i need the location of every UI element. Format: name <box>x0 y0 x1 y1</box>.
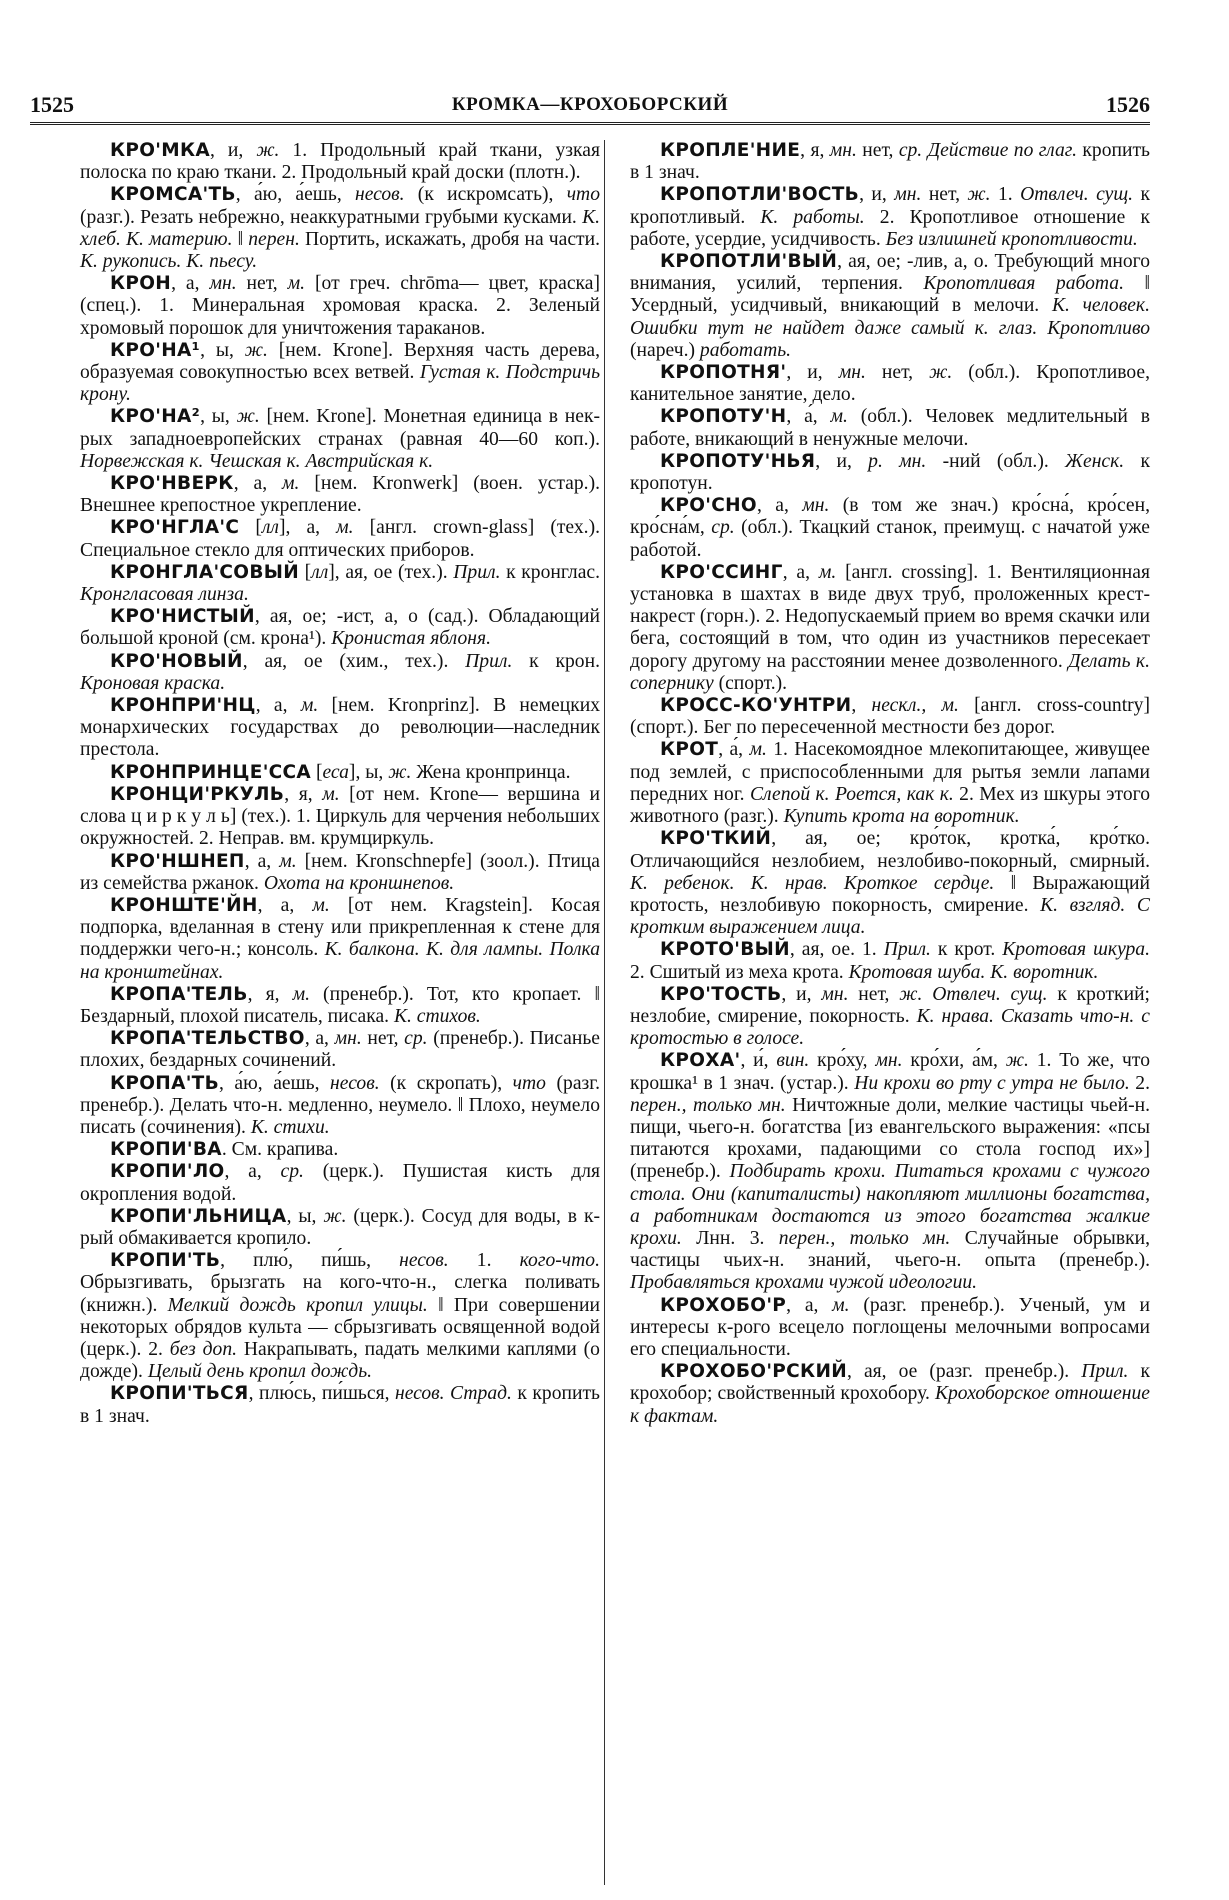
definition-text: , а, <box>255 695 301 717</box>
dictionary-entry <box>80 473 600 517</box>
definition-text <box>922 984 932 1005</box>
column-divider <box>604 140 605 1885</box>
italic-text: Кропотливая работа. <box>923 273 1124 295</box>
headword: КРОПОТУ'Н <box>660 406 787 428</box>
italic-text: несов. <box>399 1250 449 1272</box>
definition-text: нет, <box>856 140 899 161</box>
right-column <box>630 140 1150 1428</box>
headword: КРОПИ'ЛО <box>110 1161 225 1183</box>
italic-text: Слепой к. Роется, как к. <box>749 783 954 805</box>
italic-text: мн. <box>894 184 922 206</box>
definition-text: , <box>851 695 872 717</box>
headword: КРОПОТУ'НЬЯ <box>660 450 816 472</box>
definition-text: , плю́сь, пи́шься, <box>248 1383 395 1405</box>
definition-text: Лнн. 3. <box>681 1227 779 1249</box>
headword: КРО'НА² <box>110 406 201 428</box>
italic-text: К. балкона. К. для лампы. Полка на кронштейнах. <box>80 939 600 983</box>
italic-text: Прил. <box>453 561 501 583</box>
definition-text: 2. Мех из шкуры этого животного (разг.). <box>630 783 1150 828</box>
italic-text: ср. <box>404 1028 428 1050</box>
definition-text: ], а, <box>278 517 337 539</box>
italic-text: Делать к. сопернику <box>630 650 1150 694</box>
definition-text: , ы, <box>200 406 237 428</box>
definition-text: нет, <box>865 362 930 384</box>
definition-text: , и, <box>815 450 869 472</box>
italic-text: Купить крота на воротник. <box>783 806 1020 828</box>
definition-text: к кропотун. <box>630 450 1150 495</box>
italic-text: м. <box>279 850 297 872</box>
dictionary-entry <box>630 1295 1150 1362</box>
definition-text: , и, <box>210 140 257 161</box>
italic-text: ж. <box>1005 1050 1029 1072</box>
dictionary-entry <box>630 1050 1150 1294</box>
italic-text: нескл., м. <box>871 695 959 717</box>
headword: КРО'НА¹ <box>110 339 201 361</box>
definition-text: к крон. <box>512 650 600 672</box>
italic-text: перен., только мн. <box>630 1094 786 1116</box>
dictionary-entry <box>80 984 600 1028</box>
italic-text: ж. <box>899 983 923 1005</box>
definition-text: нет, <box>921 184 968 206</box>
italic-text: К. человек. Ошибки тут не найдет даже самый к. глаз. Кропотливо <box>630 295 1150 339</box>
page-number-left: 1525 <box>30 92 74 117</box>
dictionary-entry <box>80 1250 600 1383</box>
italic-text: Кротовая шуба. К. воротник. <box>848 961 1099 983</box>
italic-text: кого-что. <box>519 1250 600 1272</box>
definition-text: , я, <box>247 983 293 1005</box>
italic-text: Без излишней кропотливости. <box>885 228 1138 250</box>
definition-text: [ <box>311 761 323 783</box>
definition-text: -ний (обл.). <box>926 450 1066 472</box>
headword: КРО'НВЕРК <box>110 473 234 495</box>
definition-text: [англ. crown-glass] (тех.). Специальное стекло для оптических приборов. <box>80 517 600 561</box>
italic-text: Подбирать крохи. Питаться крохами с чужого стола. Они (капиталисты) накопляют миллионы богатства, а работникам достаются из этого богатства жалкие крохи. <box>630 1161 1150 1249</box>
italic-text: Прил. <box>883 939 931 961</box>
definition-text: к кропить в 1 знач. <box>80 1383 600 1427</box>
definition-text: [от греч. chrōma— цвет, краска] (спец.). 1. Минеральная хромовая краска. 2. Зеленый хромовый порошок для уничтожения тараканов. <box>80 273 600 339</box>
headword: КРОСС-КО'УНТРИ <box>660 695 852 717</box>
italic-text: перен., только мн. <box>778 1227 951 1249</box>
italic-text: мн. <box>829 140 857 161</box>
italic-text: ср. <box>711 517 735 539</box>
dictionary-entry <box>80 406 600 473</box>
definition-text: 2. <box>1129 1072 1151 1094</box>
italic-text: лл <box>261 517 279 539</box>
definition-text: , я, <box>800 140 830 161</box>
headword: КРО'НОВЫЙ <box>110 650 243 672</box>
definition-text: Накрапывать, падать мелкими каплями (о дожде). <box>80 1338 600 1383</box>
definition-text: [нем. Kronprinz]. В немецких монархических государствах до революции—наследник престола. <box>80 695 601 761</box>
dictionary-entry <box>630 984 1150 1051</box>
definition-text: , и, <box>859 184 895 206</box>
dictionary-entry <box>80 562 600 606</box>
headword: КРОПИ'ТЬ <box>110 1250 221 1272</box>
definition-text: 2. Сшитый из меха крота. <box>630 961 849 983</box>
dictionary-entry <box>80 895 600 984</box>
definition-text: ], ы, <box>348 761 389 783</box>
headword: КРОХА' <box>660 1050 741 1072</box>
definition-text: , а, <box>233 473 283 495</box>
headword: КРОПА'ТЕЛЬ <box>110 983 248 1005</box>
italic-text: перен. <box>248 228 300 250</box>
definition-text: нет, <box>361 1028 405 1050</box>
definition-text: Обрызгивать, брызгать на кого-что-н., слегка поливать (книжн.). <box>80 1272 600 1316</box>
definition-text: (разг. пренебр.). Делать что-н. медленно, неумело. ‖ Плохо, неумело писать (сочинения). <box>80 1072 600 1138</box>
headword: КРОХОБО'Р <box>660 1294 787 1316</box>
dictionary-entry <box>630 140 1150 184</box>
italic-text: Кротовая шкура. <box>1002 939 1150 961</box>
headword: КРО'ТОСТЬ <box>660 983 782 1005</box>
definition-text: [ <box>298 561 312 583</box>
headword: КРО'ССИНГ <box>660 561 783 583</box>
italic-text: м. <box>292 983 310 1005</box>
italic-text: Кронистая яблоня. <box>331 628 491 650</box>
definition-text: нет, <box>236 273 288 295</box>
definition-text: , а, <box>224 1161 281 1183</box>
definition-text: (обл.). Кропотливое, канительное занятие, дело. <box>630 362 1150 406</box>
italic-text: К. хлеб. К. материю. <box>80 206 600 250</box>
italic-text: работать. <box>699 339 792 361</box>
headword: КРОПА'ТЕЛЬСТВО <box>110 1028 305 1050</box>
italic-text: К. нрава. Сказать что-н. с кротостью в голосе. <box>630 1005 1150 1050</box>
definition-text: . См. крапива. <box>221 1139 339 1161</box>
italic-text: ж. <box>323 1205 347 1227</box>
headword: КРОНШТЕ'ЙН <box>110 894 258 916</box>
definition-text: , плю́, пи́шь, <box>220 1250 400 1272</box>
definition-text: (церк.). Сосуд для воды, в к-рый обмакивается кропило. <box>80 1205 601 1249</box>
definition-text: [ <box>239 517 262 539</box>
italic-text: Норвежская к. Чешская к. Австрийская к. <box>80 450 434 472</box>
headword: КРОПИ'ТЬСЯ <box>110 1383 249 1405</box>
italic-text: Страд. <box>450 1383 512 1405</box>
italic-text: без доп. <box>169 1338 238 1360</box>
dictionary-entry <box>80 517 600 561</box>
italic-text: Прил. <box>1081 1361 1129 1383</box>
italic-text: ж. <box>929 362 953 384</box>
dictionary-entry <box>80 1206 600 1250</box>
headword: КРОПЛЕ'НИЕ <box>660 140 801 161</box>
dictionary-entry <box>630 184 1150 251</box>
header-rule <box>30 122 1150 125</box>
definition-text: (пренебр.). Писанье плохих, бездарных сочинений. <box>80 1028 600 1072</box>
dictionary-entry <box>630 695 1150 739</box>
dictionary-entry <box>630 495 1150 562</box>
definition-text: (обл.). Ткацкий станок, преимущ. с начатой уже работой. <box>630 517 1150 561</box>
dictionary-entry <box>630 562 1150 695</box>
italic-text: мн. <box>821 983 849 1005</box>
definition-text: , и, <box>781 983 822 1005</box>
italic-text: р. мн. <box>868 450 927 472</box>
dictionary-entry <box>80 784 600 851</box>
dictionary-entry <box>80 651 600 695</box>
headword: КРОПИ'ВА <box>110 1139 222 1161</box>
italic-text: Целый день кропил дождь. <box>147 1361 373 1383</box>
italic-text: мн. <box>209 273 237 295</box>
running-head: КРОМКА—КРОХОБОРСКИЙ <box>451 94 729 115</box>
italic-text: м. <box>300 695 319 717</box>
definition-text: , а́ю, а́ешь, <box>235 184 355 206</box>
italic-text: что <box>566 184 600 206</box>
definition-text: к кроткий; незлобие, смирение, покорность. <box>630 983 1150 1027</box>
definition-text: [от нем. Kragstein]. Косая подпорка, вделанная в стену или прикрепленная к стене для поддержки чего-н.; консоль. <box>80 894 600 961</box>
definition-text: ‖ При совершении некоторых обрядов культа — сбрызгивать освященной водой (церк.). 2. <box>80 1294 601 1360</box>
definition-text: , а, <box>244 850 280 872</box>
dictionary-entry <box>80 606 600 650</box>
italic-text: Кроновая краска. <box>80 672 226 694</box>
dictionary-entry <box>80 1139 600 1161</box>
definition-text: нет, <box>848 983 900 1005</box>
definition-text: (в том же знач.) кро́сна́, кро́сен, кро́сна́м, <box>630 495 1150 539</box>
headword: КРОПОТЛИ'ВЫЙ <box>660 251 838 273</box>
definition-text: , ая, ое. 1. <box>789 939 884 961</box>
definition-text: , а, <box>257 894 313 916</box>
italic-text: Охота на кроншнепов. <box>263 872 455 894</box>
definition-text: , а́ю, а́ешь, <box>219 1072 331 1094</box>
definition-text: [нем. Kronwerk] (воен. устар.). Внешнее крепостное укрепление. <box>80 473 600 517</box>
headword: КРО'СНО <box>660 495 757 517</box>
italic-text: ж. <box>967 184 991 206</box>
dictionary-entry <box>80 273 600 340</box>
headword: КРОНПРИНЦЕ'ССА <box>110 761 312 783</box>
headword: КРОПА'ТЬ <box>110 1072 219 1094</box>
italic-text: мн. <box>334 1028 362 1050</box>
italic-text: ж. <box>244 339 268 361</box>
page-number-right: 1526 <box>1106 92 1150 117</box>
definition-text: (разг. пренебр.). Ученый, ум и интересы к-рого всецело поглощены мелочными вопросами его специальности. <box>630 1294 1150 1360</box>
headword: КРОНПРИ'НЦ <box>110 695 256 717</box>
definition-text: кропить в 1 знач. <box>630 140 1150 184</box>
italic-text: м. <box>832 1294 850 1316</box>
italic-text: м. <box>287 273 306 295</box>
headword: КРО'МКА <box>110 140 211 161</box>
headword: КРОНЦИ'РКУЛЬ <box>110 783 285 805</box>
definition-text: (к искромсать), <box>404 184 567 206</box>
dictionary-entry <box>80 1028 600 1072</box>
definition-text: (спорт.). <box>713 672 788 694</box>
definition-text: (нареч.) <box>630 339 700 361</box>
definition-text: к крот. <box>930 939 1003 961</box>
dictionary-entry <box>630 828 1150 939</box>
dictionary-entry <box>630 739 1150 828</box>
dictionary-entry <box>80 1073 600 1140</box>
definition-text: [нем. Kronschnepfe] (зоол.). Птица из семейства ржанок. <box>80 850 600 894</box>
definition-text: Случайные обрывки, частицы чьих-н. знаний, чьего-н. опыта (пренебр.). <box>630 1227 1150 1272</box>
definition-text: 1. <box>990 184 1021 206</box>
definition-text: , и, <box>786 362 839 384</box>
left-column <box>80 140 600 1428</box>
italic-text: несов. <box>354 184 405 206</box>
italic-text: ср. <box>898 140 923 161</box>
definition-text: , ая, ое; кро́ток, кротка́, кро́тко. Отличающийся незлобием, незлобиво-покорный, смирный. <box>630 828 1150 872</box>
italic-text: лл <box>311 561 329 583</box>
definition-text: [нем. Krone]. Верхняя часть дерева, образуемая совокупностью всех ветвей. <box>80 339 600 384</box>
italic-text: Отвлеч. сущ. <box>1020 184 1134 206</box>
italic-text: Прил. <box>465 650 513 672</box>
italic-text: Густая к. Подстричь крону. <box>80 362 600 406</box>
definition-text: (пренебр.). Тот, кто кропает. ‖ Бездарный, плохой писатель, писака. <box>80 983 600 1027</box>
italic-text: ж. <box>388 761 412 783</box>
italic-text: К. взгляд. С кротким выражением лица. <box>630 894 1151 939</box>
italic-text: К. рукопись. К. пьесу. <box>80 251 258 273</box>
page-header <box>30 92 1150 118</box>
headword: КРОПОТЛИ'ВОСТЬ <box>660 184 860 206</box>
headword: КРО'НШНЕП <box>110 850 245 872</box>
definition-text: (обл.). Человек медлительный в работе, вникающий в ненужные мелочи. <box>630 406 1150 450</box>
definition-text: ‖ Выражающий кротость, незлобивую покорность, смирение. <box>630 872 1150 916</box>
definition-text: , а, <box>786 1294 833 1316</box>
italic-text: м. <box>322 783 340 805</box>
definition-text: к крохобор; свойственный крохобору. <box>630 1361 1150 1405</box>
definition-text: , а, <box>782 561 819 583</box>
definition-text: [от нем. Krone— вершина и слова ц и р к у л ь] (тех.). 1. Циркуль для черчения небольших окружностей. 2. Неправ. вм. крумциркуль. <box>80 783 601 850</box>
italic-text: м. <box>818 561 837 583</box>
definition-text: [нем. Krone]. Монетная единица в нек-рых западноевропейских странах (равная 40—60 коп.). <box>80 406 600 450</box>
definition-text: , а, <box>756 495 803 517</box>
definition-text: Портить, искажать, дробя на части. <box>299 228 600 250</box>
dictionary-entry <box>80 1161 600 1205</box>
italic-text: ж. <box>256 140 280 161</box>
definition-text: (к скропать), <box>379 1072 513 1094</box>
italic-text: ср. <box>280 1161 304 1183</box>
dictionary-entry <box>630 251 1150 362</box>
italic-text: мн. <box>838 362 866 384</box>
headword: КРОПИ'ЛЬНИЦА <box>110 1205 287 1227</box>
definition-text: , ая, ое; -лив, а, о. Требующий много внимания, усилий, терпения. <box>630 251 1150 295</box>
italic-text: несов. <box>394 1383 445 1405</box>
italic-text: Крохоборское отношение к фактам. <box>630 1383 1150 1427</box>
dictionary-entry <box>80 1383 600 1427</box>
headword: КРО'ТКИЙ <box>660 828 772 850</box>
headword: КРОМСА'ТЬ <box>110 184 236 206</box>
italic-text: несов. <box>330 1072 380 1094</box>
definition-text: (церк.). Пушистая кисть для окропления водой. <box>80 1161 600 1205</box>
definition-text: ‖ Усердный, усидчивый, вникающий в мелочи. <box>630 273 1151 317</box>
headword: КРОНГЛА'СОВЫЙ <box>110 561 299 583</box>
dictionary-entry <box>630 362 1150 406</box>
definition-text: , а́, <box>786 406 831 428</box>
italic-text: вин. <box>776 1050 810 1072</box>
italic-text: м. <box>749 739 767 761</box>
dictionary-entry <box>80 140 600 184</box>
italic-text: мн. <box>802 495 830 517</box>
definition-text: , ая, ое (разг. пренебр.). <box>847 1361 1082 1383</box>
dictionary-entry <box>630 406 1150 450</box>
headword: КРОПОТНЯ' <box>660 362 787 384</box>
headword: КРО'НИСТЫЙ <box>110 606 255 628</box>
dictionary-entry <box>80 851 600 895</box>
italic-text: Отвлеч. сущ. <box>932 983 1048 1005</box>
headword: КРОТО'ВЫЙ <box>660 939 790 961</box>
definition-text: , а, <box>171 273 210 295</box>
definition-text: , и́, <box>740 1050 777 1072</box>
italic-text: мн. <box>875 1050 903 1072</box>
dictionary-entry <box>80 340 600 407</box>
italic-text: К. работы. <box>760 206 865 228</box>
definition-text: [англ. cross-country] (спорт.). Бег по пересеченной местности без дорог. <box>630 695 1150 739</box>
italic-text: Мелкий дождь кропил улицы. <box>167 1294 428 1316</box>
definition-text: ], ая, ое (тех.). <box>328 561 454 583</box>
italic-text: Женск. <box>1065 450 1125 472</box>
definition-text: 1. Продольный край ткани, узкая полоска по краю ткани. 2. Продольный край доски (плотн.). <box>80 140 600 184</box>
definition-text: 1. <box>448 1250 520 1272</box>
definition-text: кро́ху, <box>809 1050 876 1072</box>
italic-text: Пробавляться крохами чужой идеологии. <box>630 1272 978 1294</box>
headword: КРОТ <box>660 739 719 761</box>
italic-text: Кронгласовая линза. <box>80 584 249 606</box>
headword: КРОХОБО'РСКИЙ <box>660 1361 848 1383</box>
definition-text: к кронглас. <box>500 561 600 583</box>
definition-text: (разг.). Резать небрежно, неаккуратными грубыми кусками. <box>80 206 583 228</box>
italic-text: м. <box>282 473 300 495</box>
definition-text: к кропотливый. <box>630 184 1151 228</box>
dictionary-entry <box>630 939 1150 983</box>
italic-text: еса <box>322 761 349 783</box>
italic-text: Ни крохи во рту с утра не было. <box>854 1072 1130 1094</box>
definition-text: ‖ <box>232 228 249 250</box>
definition-text: , я, <box>284 783 323 805</box>
definition-text: , ая, ое; -ист, а, о (сад.). Обладающий большой кроной (см. крона¹). <box>80 606 600 650</box>
italic-text: ж. <box>236 406 260 428</box>
definition-text: кро́хи, а́м, <box>902 1050 1006 1072</box>
italic-text: м. <box>312 894 330 916</box>
definition-text: , а, <box>304 1028 335 1050</box>
dictionary-entry <box>630 451 1150 495</box>
definition-text: Ничтожные доли, мелкие частицы чьей-н. пищи, чьего-н. богатства [из евангельского выражения: «псы питаются крохами, падающими со стола господ их»] (пренебр.). <box>630 1094 1150 1183</box>
definition-text: , ая, ое (хим., тех.). <box>242 650 466 672</box>
italic-text: К. стихов. <box>393 1005 481 1027</box>
headword: КРО'НГЛА'С <box>110 517 240 539</box>
headword: КРОН <box>110 273 172 295</box>
dictionary-entry <box>630 1361 1150 1428</box>
definition-text: , ы, <box>286 1205 324 1227</box>
dictionary-entry <box>80 762 600 784</box>
italic-text: Действие по глаг. <box>927 140 1078 161</box>
definition-text: 1. То же, что крошка¹ в 1 знач. (устар.). <box>630 1050 1150 1094</box>
italic-text: м. <box>336 517 354 539</box>
definition-text: 1. Насекомоядное млекопитающее, живущее под землей, с приспособленными для рытья земли лапами передних ног. <box>630 739 1150 805</box>
definition-text: [англ. crossing]. 1. Вентиляционная установка в шахтах в виде двух труб, проложенных крест-накрест (горн.). 2. Недопускаемый прием во время скачки или бега, состоящий в том, что один из участников пересекает дорогу другому на расстоянии менее дозволенного. <box>630 561 1150 672</box>
definition-text: , а́, <box>718 739 750 761</box>
italic-text: К. ребенок. К. нрав. Кроткое сердце. <box>630 872 995 894</box>
definition-text: , ы, <box>200 339 245 361</box>
italic-text: К. стихи. <box>250 1116 330 1138</box>
dictionary-entry <box>80 695 600 762</box>
italic-text: что <box>512 1072 546 1094</box>
definition-text: 2. Кропотливое отношение к работе, усердие, усидчивость. <box>630 206 1150 250</box>
italic-text: м. <box>830 406 848 428</box>
dictionary-entry <box>80 184 600 273</box>
definition-text: Жена кронпринца. <box>411 761 571 783</box>
